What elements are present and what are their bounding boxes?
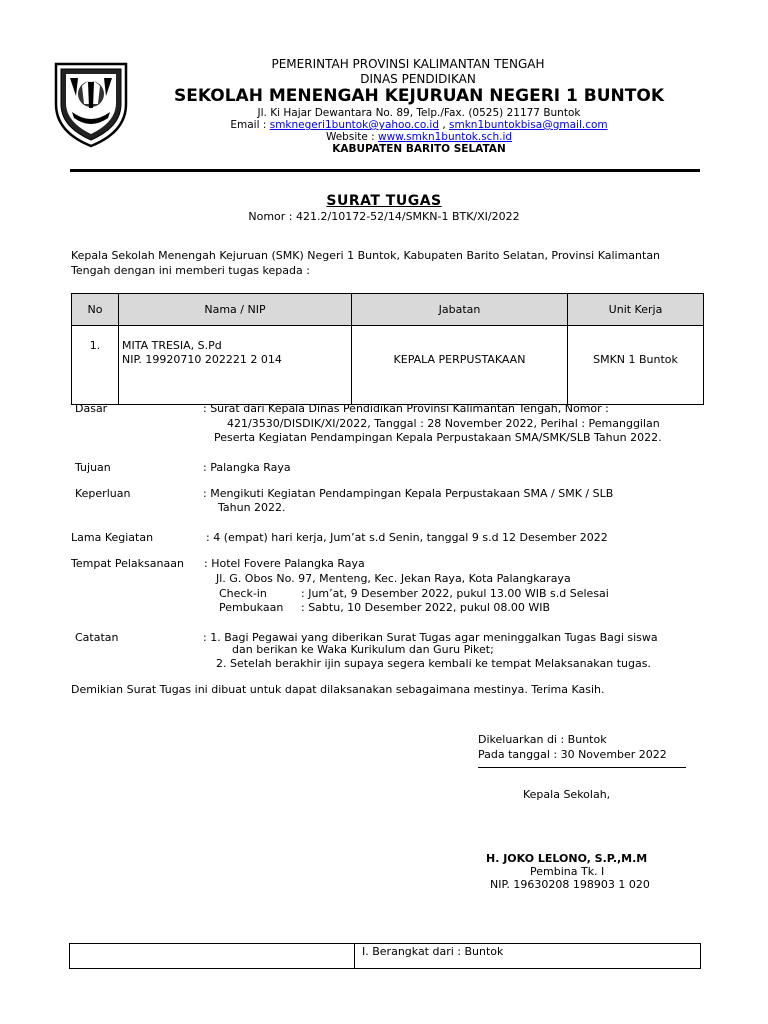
letter-title: SURAT TUGAS: [326, 193, 442, 209]
signer-name: H. JOKO LELONO, S.P.,M.M: [486, 852, 648, 865]
cell-position: KEPALA PERPUSTAKAAN: [352, 326, 568, 405]
dasar-line-1: : Surat dari Kepala Dinas Pendidikan Provinsi Kalimantan Tengah, Nomor :: [203, 402, 609, 415]
keperluan-label: Keperluan: [75, 487, 131, 500]
cell-name-nip: [119, 326, 352, 405]
keperluan-line-1: : Mengikuti Kegiatan Pendampingan Kepala Perpustakaan SMA / SMK / SLB: [203, 487, 614, 500]
website-link[interactable]: www.smkn1buntok.sch.id: [378, 131, 513, 143]
letter-number: Nomor : 421.2/10172-52/14/SMKN-1 BTK/XI/2022: [248, 210, 520, 223]
catatan-line-1: : 1. Bagi Pegawai yang diberikan Surat Tugas agar meninggalkan Tugas Bagi siswa: [203, 631, 658, 644]
tempat-line-2: Jl. G. Obos No. 97, Menteng, Kec. Jekan Raya, Kota Palangkaraya: [216, 572, 571, 585]
departure-text: I. Berangkat dari : Buntok: [362, 945, 504, 958]
closing-text: Demikian Surat Tugas ini dibuat untuk dapat dilaksanakan sebagaimana mestinya. Terima Kasih.: [71, 683, 605, 696]
email-link-2[interactable]: smkn1buntokbisa@gmail.com: [449, 119, 608, 131]
table-header-row: [72, 294, 704, 326]
tujuan-label: Tujuan: [75, 461, 111, 474]
intro-line-2: Tengah dengan ini memberi tugas kepada :: [71, 264, 310, 277]
header-department: DINAS PENDIDIKAN: [360, 72, 476, 86]
assignee-nip: NIP. 19920710 202221 2 014: [122, 353, 282, 366]
header-website: [0, 131, 768, 143]
catatan-label: Catatan: [75, 631, 119, 644]
email-link-1[interactable]: smknegeri1buntok@yahoo.co.id: [269, 119, 439, 131]
issued-date: Pada tanggal : 30 November 2022: [478, 748, 667, 761]
lama-label: Lama Kegiatan: [71, 531, 154, 544]
catatan-line-1b: dan berikan ke Waka Kurikulum dan Guru Piket;: [232, 643, 494, 656]
dasar-label: Dasar: [75, 402, 108, 415]
signature-date-divider: [478, 767, 686, 768]
catatan-line-2: 2. Setelah berakhir ijin supaya segera kembali ke tempat Melaksanakan tugas.: [216, 657, 651, 670]
header-government: PEMERINTAH PROVINSI KALIMANTAN TENGAH: [271, 57, 545, 71]
pembukaan-label: Pembukaan: [219, 601, 284, 614]
header-email: [0, 119, 768, 131]
signer-rank: Pembina Tk. I: [530, 865, 605, 878]
issued-place: Dikeluarkan di : Buntok: [478, 733, 607, 746]
dasar-line-3: Peserta Kegiatan Pendampingan Kepala Perpustakaan SMA/SMK/SLB Tahun 2022.: [214, 431, 662, 444]
pembukaan-value: : Sabtu, 10 Desember 2022, pukul 08.00 WIB: [301, 601, 551, 614]
header-regency: KABUPATEN BARITO SELATAN: [332, 143, 506, 155]
tempat-label: Tempat Pelaksanaan: [71, 557, 184, 570]
signer-nip: NIP. 19630208 198903 1 020: [490, 878, 650, 891]
checkin-label: Check-in: [219, 587, 267, 600]
keperluan-line-2: Tahun 2022.: [218, 501, 286, 514]
cell-unit: SMKN 1 Buntok: [568, 326, 704, 405]
signer-role: Kepala Sekolah,: [523, 788, 611, 801]
checkin-value: : Jum’at, 9 Desember 2022, pukul 13.00 WIB s.d Selesai: [301, 587, 609, 600]
assignee-name: MITA TRESIA, S.Pd: [122, 339, 222, 352]
tempat-line-1: : Hotel Fovere Palangka Raya: [204, 557, 365, 570]
col-no: No: [72, 294, 119, 326]
letterhead-divider: [70, 169, 700, 172]
tujuan-value: : Palangka Raya: [203, 461, 291, 474]
header-school-name: SEKOLAH MENENGAH KEJURUAN NEGERI 1 BUNTOK: [174, 86, 664, 106]
cell-no: 1.: [72, 326, 119, 405]
dasar-line-2: 421/3530/DISDIK/XI/2022, Tanggal : 28 November 2022, Perihal : Pemanggilan: [227, 417, 660, 430]
header-address: Jl. Ki Hajar Dewantara No. 89, Telp./Fax. (0525) 21177 Buntok: [257, 107, 581, 119]
table-row: [72, 326, 704, 405]
lama-value: : 4 (empat) hari kerja, Jum’at s.d Senin, tanggal 9 s.d 12 Desember 2022: [206, 531, 608, 544]
departure-box-divider: [354, 943, 355, 968]
col-unit: Unit Kerja: [568, 294, 704, 326]
col-position: Jabatan: [352, 294, 568, 326]
col-name-nip: Nama / NIP: [119, 294, 352, 326]
intro-line-1: Kepala Sekolah Menengah Kejuruan (SMK) Negeri 1 Buntok, Kabupaten Barito Selatan, Provinsi Kalimantan: [71, 249, 661, 262]
assignee-table: [71, 293, 704, 405]
email-label: Email :: [230, 119, 270, 131]
website-label: Website :: [325, 131, 379, 143]
email-separator: ,: [439, 119, 450, 131]
